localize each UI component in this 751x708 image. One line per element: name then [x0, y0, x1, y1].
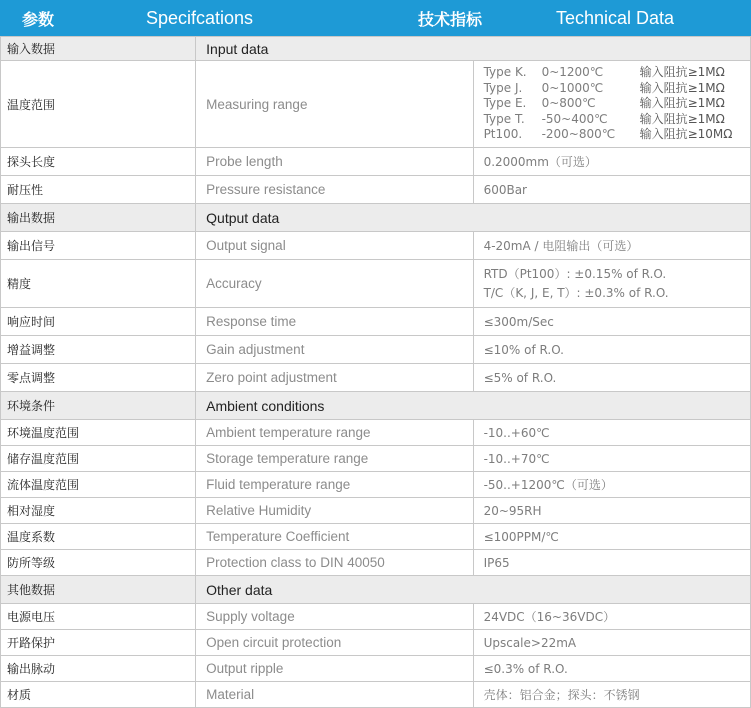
- param-value: IP65: [473, 550, 750, 576]
- param-value: 0.2000mm（可选）: [473, 148, 750, 176]
- range-line: Pt100. -200~800℃ 输入阻抗≥10MΩ: [483, 127, 733, 142]
- table-row: [1, 61, 751, 148]
- table-row: [1, 364, 751, 392]
- param-cn: 储存温度范围: [1, 446, 196, 472]
- section-row-output: [1, 204, 751, 232]
- param-value: 24VDC（16~36VDC）: [473, 604, 750, 630]
- param-value: ≤5% of R.O.: [473, 364, 750, 392]
- table-row: [1, 232, 751, 260]
- section-row-input: [1, 37, 751, 61]
- param-cn: 耐压性: [1, 176, 196, 204]
- header-tech-en: Technical Data: [556, 7, 675, 28]
- param-value: 600Bar: [473, 176, 750, 204]
- param-value: 20~95RH: [473, 498, 750, 524]
- param-en: Material: [196, 682, 473, 708]
- param-cn: 温度系数: [1, 524, 196, 550]
- param-en: Output signal: [196, 232, 473, 260]
- table-row: [1, 420, 751, 446]
- section-row-ambient: [1, 392, 751, 420]
- param-en: Temperature Coefficient: [196, 524, 473, 550]
- param-value: ≤300m/Sec: [473, 308, 750, 336]
- param-en: Fluid temperature range: [196, 472, 473, 498]
- param-cn: 流体温度范围: [1, 472, 196, 498]
- param-en: Accuracy: [196, 260, 473, 308]
- param-en: Output ripple: [196, 656, 473, 682]
- param-cn: 响应时间: [1, 308, 196, 336]
- table-row: [1, 524, 751, 550]
- table-row: [1, 550, 751, 576]
- table-row: [1, 472, 751, 498]
- param-value: -50..+1200℃（可选）: [473, 472, 750, 498]
- table-row: [1, 656, 751, 682]
- param-value: -10..+60℃: [473, 420, 750, 446]
- section-row-other: [1, 576, 751, 604]
- table-row: [1, 682, 751, 708]
- table-header: [0, 0, 751, 36]
- accuracy-line: T/C（K, J, E, T）: ±0.3% of R.O.: [483, 285, 669, 300]
- param-cn: 增益调整: [1, 336, 196, 364]
- param-en: Zero point adjustment: [196, 364, 473, 392]
- param-cn: 开路保护: [1, 630, 196, 656]
- param-value: 壳体：铝合金；探头：不锈钢: [473, 682, 750, 708]
- header-param: 参数: [22, 9, 55, 29]
- param-cn: 输出脉动: [1, 656, 196, 682]
- section-en: Ambient conditions: [196, 392, 751, 420]
- param-cn: 电源电压: [1, 604, 196, 630]
- param-en: Protection class to DIN 40050: [196, 550, 473, 576]
- table-row: [1, 498, 751, 524]
- param-cn: 探头长度: [1, 148, 196, 176]
- param-value: ≤10% of R.O.: [473, 336, 750, 364]
- param-cn: 相对湿度: [1, 498, 196, 524]
- section-cn: 环境条件: [1, 392, 196, 420]
- param-cn: 材质: [1, 682, 196, 708]
- param-cn: 温度范围: [1, 61, 196, 148]
- param-en: Relative Humidity: [196, 498, 473, 524]
- table-row: [1, 446, 751, 472]
- param-en: Measuring range: [196, 61, 473, 148]
- range-line: Type J. 0~1000℃ 输入阻抗≥1MΩ: [483, 80, 725, 95]
- table-row: [1, 630, 751, 656]
- param-value: [473, 61, 750, 148]
- param-en: Storage temperature range: [196, 446, 473, 472]
- param-value: -10..+70℃: [473, 446, 750, 472]
- param-en: Response time: [196, 308, 473, 336]
- section-cn: 输出数据: [1, 204, 196, 232]
- param-value: ≤0.3% of R.O.: [473, 656, 750, 682]
- param-value: [473, 260, 750, 308]
- section-cn: 输入数据: [1, 37, 196, 61]
- table-row: [1, 336, 751, 364]
- param-en: Pressure resistance: [196, 176, 473, 204]
- section-cn: 其他数据: [1, 576, 196, 604]
- param-value: 4-20mA / 电阻输出（可选）: [473, 232, 750, 260]
- header-tech-cn: 技术指标: [418, 9, 483, 29]
- range-line: Type E. 0~800℃ 输入阻抗≥1MΩ: [483, 96, 725, 111]
- param-en: Supply voltage: [196, 604, 473, 630]
- table-row: [1, 308, 751, 336]
- param-cn: 环境温度范围: [1, 420, 196, 446]
- accuracy-line: RTD（Pt100）: ±0.15% of R.O.: [483, 266, 667, 281]
- range-line: Type T. -50~400℃ 输入阻抗≥1MΩ: [483, 111, 725, 126]
- param-en: Open circuit protection: [196, 630, 473, 656]
- table-row: [1, 260, 751, 308]
- param-cn: 零点调整: [1, 364, 196, 392]
- param-en: Gain adjustment: [196, 336, 473, 364]
- section-en: Other data: [196, 576, 751, 604]
- param-value: Upscale>22mA: [473, 630, 750, 656]
- section-en: Qutput data: [196, 204, 751, 232]
- header-spec: Specifcations: [146, 7, 254, 28]
- param-cn: 输出信号: [1, 232, 196, 260]
- param-en: Ambient temperature range: [196, 420, 473, 446]
- section-en: Input data: [196, 37, 751, 61]
- param-cn: 防所等级: [1, 550, 196, 576]
- param-cn: 精度: [1, 260, 196, 308]
- range-line: Type K. 0~1200℃ 输入阻抗≥1MΩ: [483, 65, 725, 80]
- spec-table: [0, 36, 751, 708]
- table-row: [1, 148, 751, 176]
- param-en: Probe length: [196, 148, 473, 176]
- table-row: [1, 176, 751, 204]
- param-value: ≤100PPM/℃: [473, 524, 750, 550]
- table-row: [1, 604, 751, 630]
